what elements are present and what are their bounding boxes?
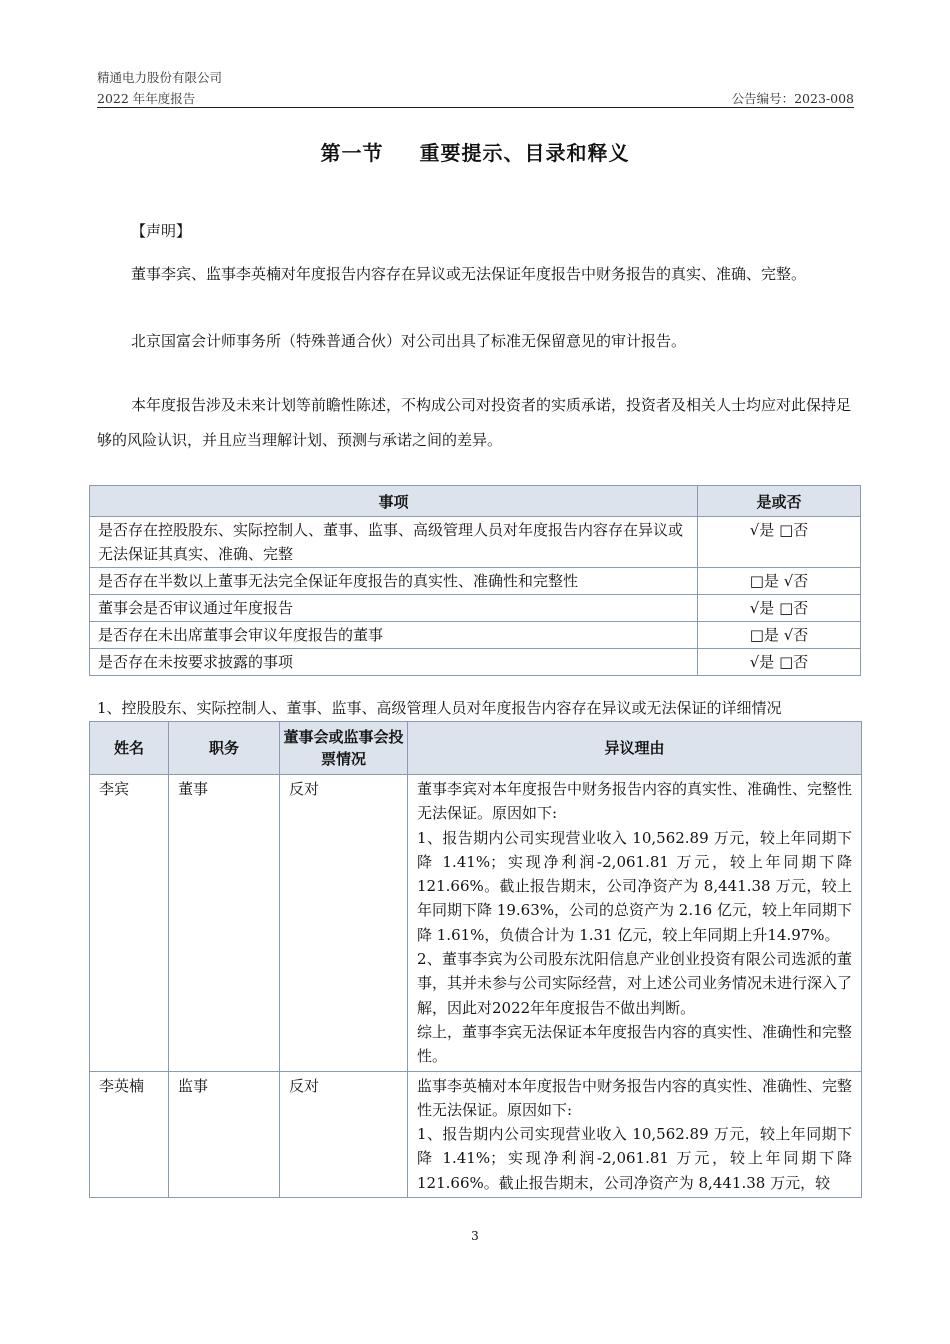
header-company: 精通电力股份有限公司: [97, 70, 223, 85]
table-row: [90, 622, 861, 649]
person-vote: 反对: [280, 775, 408, 1072]
table-row: [90, 1071, 862, 1197]
person-position: 监事: [169, 1071, 280, 1197]
title-section: 第一节: [320, 141, 384, 165]
table-header-row: [90, 486, 861, 517]
person-name: 李宾: [90, 775, 169, 1072]
reason-paragraph: 董事李宾对本年度报告中财务报告内容的真实性、准确性、完整性无法保证。原因如下:: [417, 780, 853, 823]
reason-paragraph: 监事李英楠对本年度报告中财务报告内容的真实性、准确性、完整性无法保证。原因如下:: [417, 1076, 853, 1119]
header-row: [97, 89, 854, 107]
matter-text: 是否存在控股股东、实际控制人、董事、监事、高级管理人员对年度报告内容存在异议或无法保证其真实、准确、完整: [90, 517, 698, 568]
reason-paragraph: 综上，董事李宾无法保证本年度报告内容的真实性、准确性和完整性。: [417, 1022, 853, 1066]
person-vote: 反对: [280, 1071, 408, 1197]
header-divider: [97, 107, 854, 108]
header-yes-no: 是或否: [698, 486, 861, 517]
matter-answer: √是 □否: [698, 649, 861, 676]
table-row: [90, 517, 861, 568]
objection-table: [89, 721, 862, 1198]
header-vote: 董事会或监事会投票情况: [280, 722, 408, 775]
statement-paragraph-1: 董事李宾、监事李英楠对年度报告内容存在异议或无法保证年度报告中财务报告的真实、准确、完整。: [131, 265, 807, 283]
header-notice-number: 公告编号：2023-008: [731, 91, 854, 106]
matter-text: 是否存在未按要求披露的事项: [90, 649, 698, 676]
person-name: 李英楠: [90, 1071, 169, 1197]
page-number: 3: [471, 1229, 479, 1243]
objection-caption: 1、控股股东、实际控制人、董事、监事、高级管理人员对年度报告内容存在异议或无法保证的详细情况: [97, 699, 782, 717]
header-name: 姓名: [90, 722, 169, 775]
reason-paragraph: 1、报告期内公司实现营业收入 10,562.89 万元，较上年同期下降 1.41%；实现净利润-2,061.81 万元，较上年同期下降121.66%。截止报告期末，公司净资产为 8,441.38 万元，较: [417, 1125, 852, 1192]
header-reason: 异议理由: [408, 722, 862, 775]
header-position: 职务: [169, 722, 280, 775]
table-row: [90, 595, 861, 622]
page-title: [0, 137, 950, 166]
statement-paragraph-2: 北京国富会计师事务所（特殊普通合伙）对公司出具了标准无保留意见的审计报告。: [131, 332, 687, 350]
matter-text: 是否存在半数以上董事无法完全保证年度报告的真实性、准确性和完整性: [90, 568, 698, 595]
reason-paragraph: 1、报告期内公司实现营业收入 10,562.89 万元，较上年同期下降 1.41%；实现净利润-2,061.81 万元，较上年同期下降121.66%。截止报告期末，公司净资产为 8,441.38 万元，较上年同期下降 19.63%，公司的总资产为 2.16 亿元，较上年同期下降 1.61%，负债合计为 1.31 亿元，较上年同期上升14.97%。: [417, 828, 852, 944]
title-name: 重要提示、目录和释义: [419, 141, 630, 165]
table-row: [90, 649, 861, 676]
table-row: [90, 568, 861, 595]
matter-answer: □是 √否: [698, 568, 861, 595]
matter-answer: √是 □否: [698, 595, 861, 622]
matter-answer: √是 □否: [698, 517, 861, 568]
statement-label: 【声明】: [131, 222, 192, 240]
objection-reason: [408, 1071, 862, 1197]
table-row: [90, 775, 862, 1072]
matter-answer: □是 √否: [698, 622, 861, 649]
table-header-row: [90, 722, 862, 775]
objection-reason: [408, 775, 862, 1072]
header-report: 2022 年年度报告: [97, 91, 196, 106]
reason-paragraph: 2、董事李宾为公司股东沈阳信息产业创业投资有限公司选派的董事，其并未参与公司实际经营，对上述公司业务情况未进行深入了解，因此对2022年年度报告不做出判断。: [417, 950, 853, 1017]
matter-text: 董事会是否审议通过年度报告: [90, 595, 698, 622]
matter-text: 是否存在未出席董事会审议年度报告的董事: [90, 622, 698, 649]
matters-table: [89, 485, 861, 676]
person-position: 董事: [169, 775, 280, 1072]
statement-paragraph-3: 本年度报告涉及未来计划等前瞻性陈述，不构成公司对投资者的实质承诺，投资者及相关人士均应对此保持足够的风险认识，并且应当理解计划、预测与承诺之间的差异。: [97, 396, 852, 449]
header-matter: 事项: [90, 486, 698, 517]
